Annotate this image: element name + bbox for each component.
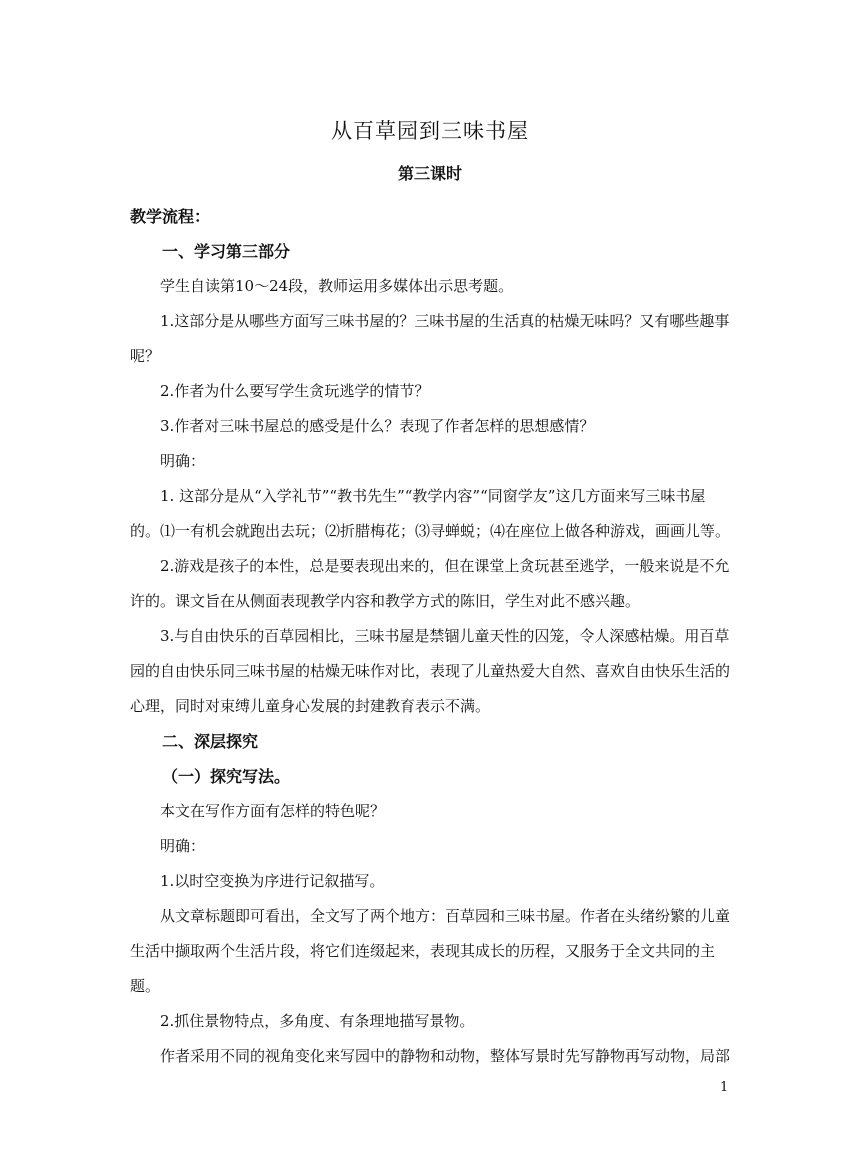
point-1-text: 从文章标题即可看出，全文写了两个地方：百草园和三味书屋。作者在头绪纷繁的儿童生活中撷取两个生活片段，将它们连缀起来，表现其成长的历程，又服务于全文共同的主题。 (130, 907, 731, 995)
lesson-subtitle: 第三课时 (397, 164, 462, 183)
clarify-label-2: 明确： (160, 837, 206, 855)
part2-question: 本文在写作方面有怎样的特色呢？ (160, 802, 386, 820)
question-2: 2.作者为什么要写学生贪玩逃学的情节？ (160, 382, 430, 400)
document-title: 从百草园到三味书屋 (331, 119, 529, 143)
answer-1: 1. 这部分是从“入学礼节”“教书先生”“教学内容”“同窗学友”这几方面来写三味书屋的。⑴一有机会就跑出去玩；⑵折腊梅花；⑶寻蝉蜕；⑷在座位上做各种游戏，画画儿等。 (130, 487, 731, 540)
point-1: 1.以时空变换为序进行记叙描写。 (160, 872, 385, 890)
part2-heading: 二、深层探究 (162, 732, 259, 751)
point-2: 2.抓住景物特点，多角度、有条理地描写景物。 (160, 1012, 475, 1030)
question-3: 3.作者对三味书屋总的感受是什么？表现了作者怎样的思想感情？ (160, 417, 595, 435)
part1-intro: 学生自读第10～24段，教师运用多媒体出示思考题。 (160, 277, 514, 295)
clarify-label-1: 明确： (160, 452, 206, 470)
part2-subheading: （一）探究写法。 (162, 767, 291, 786)
document-body (130, 199, 730, 1074)
part1-heading: 一、学习第三部分 (162, 242, 291, 261)
section-label: 教学流程： (130, 207, 211, 226)
page-number: 1 (720, 1080, 729, 1095)
point-2-text: 作者采用不同的视角变化来写园中的静物和动物，整体写景时先写静物再写动物，局部 (160, 1047, 731, 1065)
answer-3: 3.与自由快乐的百草园相比，三味书屋是禁锢儿童天性的囚笼，令人深感枯燥。用百草园的自由快乐同三味书屋的枯燥无味作对比，表现了儿童热爱大自然、喜欢自由快乐生活的心理，同时对束缚儿童身心发展的封建教育表示不满。 (130, 627, 731, 715)
answer-2: 2.游戏是孩子的本性，总是要表现出来的，但在课堂上贪玩甚至逃学，一般来说是不允许的。课文旨在从侧面表现教学内容和教学方式的陈旧，学生对此不感兴趣。 (130, 557, 730, 610)
question-1: 1.这部分是从哪些方面写三味书屋的？三味书屋的生活真的枯燥无味吗？又有哪些趣事呢？ (130, 312, 730, 365)
